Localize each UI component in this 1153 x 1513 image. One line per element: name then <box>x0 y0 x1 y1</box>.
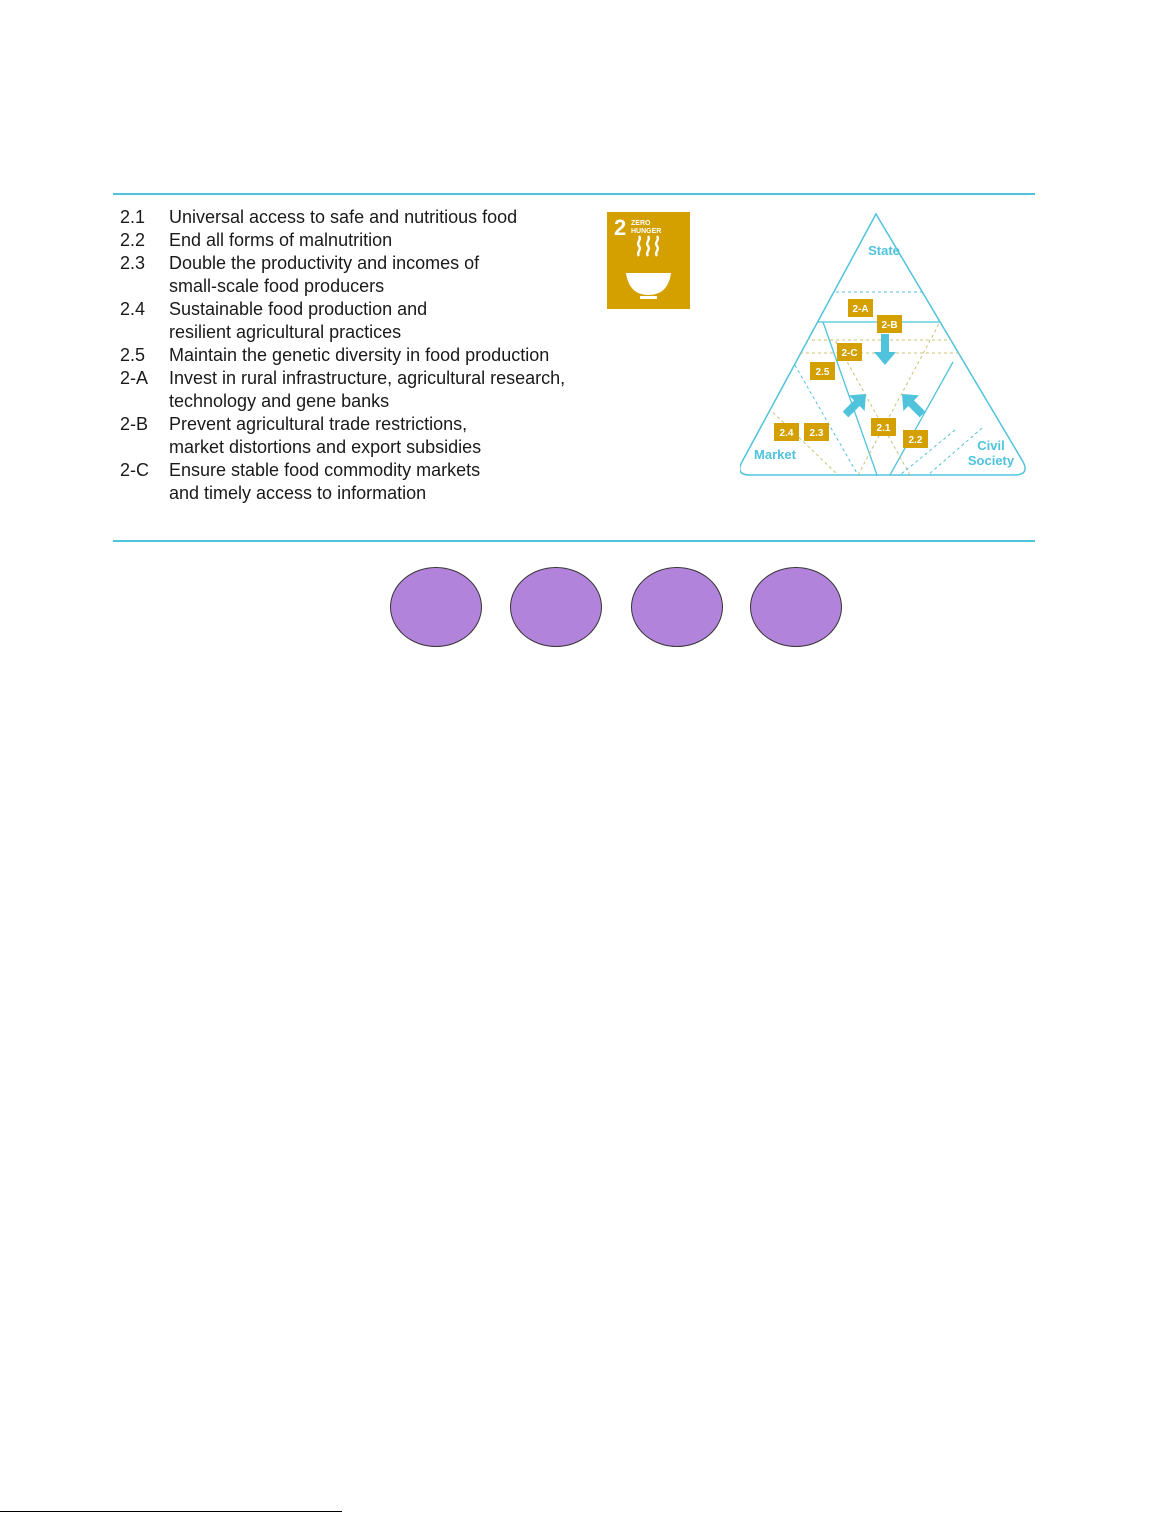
sdg-title-line: HUNGER <box>631 228 662 235</box>
target-text: Maintain the genetic diversity in food production <box>169 345 550 365</box>
badge-2-1 <box>871 418 896 436</box>
target-text: Double the productivity and incomes of <box>169 253 480 273</box>
target-item-continued <box>120 390 590 413</box>
target-text: small-scale food producers <box>169 276 385 296</box>
target-item <box>120 252 590 275</box>
target-text: Ensure stable food commodity markets <box>169 460 481 480</box>
circle-shape <box>510 567 602 647</box>
svg-text:2.3: 2.3 <box>809 428 824 439</box>
target-code: 2-A <box>120 368 149 388</box>
corner-label-market: Market <box>754 447 796 462</box>
sdg-number: 2 <box>614 215 627 240</box>
target-text: Universal access to safe and nutritious food <box>169 207 518 227</box>
svg-text:2.2: 2.2 <box>908 435 923 446</box>
arrow-up-right-icon <box>838 386 874 422</box>
target-text: Invest in rural infrastructure, agricultural research, <box>169 368 566 388</box>
target-item-continued <box>120 321 590 344</box>
arrow-up-left-icon <box>894 386 930 422</box>
svg-text:2.5: 2.5 <box>815 367 830 378</box>
target-text: technology and gene banks <box>169 391 390 411</box>
target-text: Sustainable food production and <box>169 299 428 319</box>
svg-text:2.4: 2.4 <box>779 428 794 439</box>
target-code: 2.2 <box>120 230 146 250</box>
bottom-divider <box>113 540 1035 542</box>
badge-2-2 <box>903 430 928 448</box>
svg-text:2-C: 2-C <box>841 348 858 359</box>
circle-shape <box>390 567 482 647</box>
target-code: 2.1 <box>120 207 146 227</box>
arrow-down-icon <box>874 334 896 365</box>
target-text: End all forms of malnutrition <box>169 230 393 250</box>
target-item <box>120 206 590 229</box>
corner-label-state: State <box>868 243 900 258</box>
corner-label-civil: Civil <box>977 438 1005 453</box>
bowl-icon <box>607 212 690 309</box>
badge-2b <box>877 315 902 333</box>
target-item-continued <box>120 482 590 505</box>
target-item <box>120 367 590 390</box>
target-item <box>120 413 590 436</box>
target-item <box>120 459 590 482</box>
target-item <box>120 298 590 321</box>
svg-text:2.1: 2.1 <box>876 423 891 434</box>
target-code: 2.5 <box>120 345 146 365</box>
sdg-title-line: ZERO <box>631 220 651 227</box>
badge-2c <box>837 343 862 361</box>
badge-2-3 <box>804 423 829 441</box>
badge-2-5 <box>810 362 835 380</box>
target-item-continued <box>120 436 590 459</box>
svg-text:2-B: 2-B <box>881 320 898 331</box>
target-text: and timely access to information <box>169 483 427 503</box>
badge-2-4 <box>774 423 799 441</box>
target-text: Prevent agricultural trade restrictions, <box>169 414 468 434</box>
target-item <box>120 344 590 367</box>
circle-shape <box>631 567 723 647</box>
target-code: 2.3 <box>120 253 146 273</box>
circle-shape <box>750 567 842 647</box>
corner-label-society: Society <box>967 453 1015 468</box>
sdg-2-icon <box>607 212 690 309</box>
target-code: 2.4 <box>120 299 146 319</box>
target-item <box>120 229 590 252</box>
sdg-triangle-diagram <box>740 210 1032 478</box>
badge-2a <box>848 299 873 317</box>
top-divider <box>113 193 1035 195</box>
svg-text:2-A: 2-A <box>852 304 869 315</box>
footnote-separator <box>0 1511 342 1512</box>
target-code: 2-B <box>120 414 149 434</box>
target-list <box>120 206 590 505</box>
target-text: resilient agricultural practices <box>169 322 402 342</box>
target-text: market distortions and export subsidies <box>169 437 482 457</box>
target-item-continued <box>120 275 590 298</box>
target-code: 2-C <box>120 460 150 480</box>
